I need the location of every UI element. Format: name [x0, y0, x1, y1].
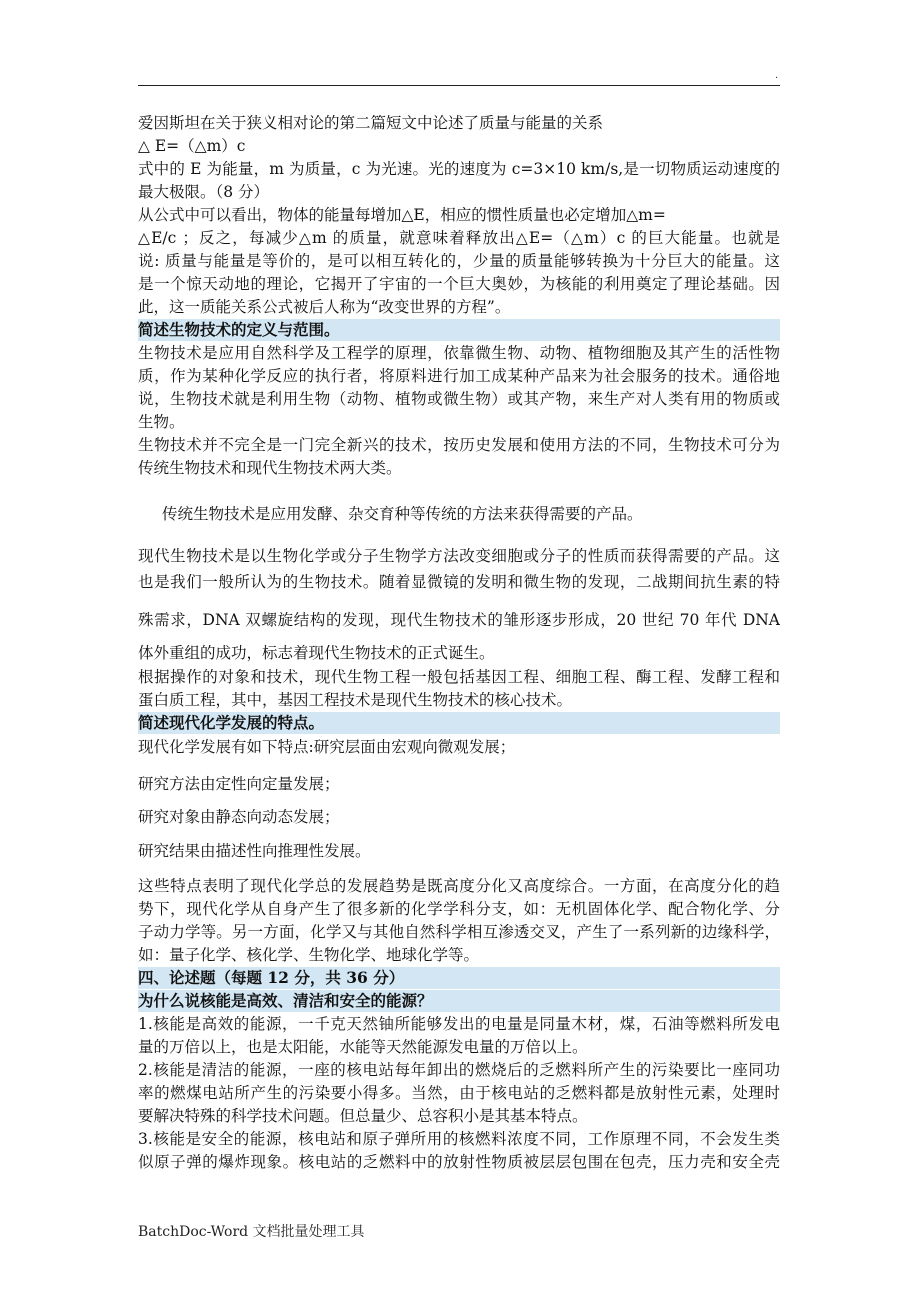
body-line: 爱因斯坦在关于狭义相对论的第二篇短文中论述了质量与能量的关系 — [138, 114, 604, 132]
body-line: 蛋白质工程，其中，基因工程技术是现代生物技术的核心技术。 — [138, 691, 573, 709]
body-line: 最大极限。（8 分） — [138, 183, 270, 201]
body-line: 传统生物技术是应用发酵、杂交育种等传统的方法来获得需要的产品。 — [162, 505, 643, 523]
body-line: 3.核能是安全的能源，核电站和原子弹所用的核燃料浓度不同，工作原理不同，不会发生类 — [138, 1130, 780, 1148]
body-line: 是一个惊天动地的理论，它揭开了宇宙的一个巨大奥妙，为核能的利用奠定了理论基础。因 — [138, 275, 780, 293]
body-line: 如：量子化学、核化学、生物化学、地球化学等。 — [138, 946, 480, 964]
body-line: 1.核能是高效的能源，一千克天然铀所能够发出的电量是同量木材，煤，石油等燃料所发电 — [138, 1015, 780, 1033]
section-heading-chemistry: 简述现代化学发展的特点。 — [138, 712, 780, 734]
body-line: 说: 质量与能量是等价的，是可以相互转化的，少量的质量能够转换为十分巨大的能量。这 — [138, 252, 780, 270]
body-line: 生物。 — [138, 413, 185, 431]
body-line: 率的燃煤电站所产生的污染要小得多。当然，由于核电站的乏燃料都是放射性元素，处理时 — [138, 1084, 780, 1102]
header-rule — [138, 85, 780, 86]
section-heading-essay: 四、论述题（每题 12 分，共 36 分） — [138, 967, 780, 989]
body-line: 生物技术是应用自然科学及工程学的原理，依靠微生物、动物、植物细胞及其产生的活性物 — [138, 344, 780, 362]
body-line: 殊需求，DNA 双螺旋结构的发现，现代生物技术的雏形逐步形成，20 世纪 70 年代 DNA — [138, 611, 780, 629]
formula-line: △ E=（△m）c — [138, 137, 246, 155]
body-line: 质，作为某种化学反应的执行者，将原料进行加工成某种产品来为社会服务的技术。通俗地 — [138, 367, 780, 385]
question-heading-nuclear: 为什么说核能是高效、清洁和安全的能源？ — [138, 990, 780, 1012]
body-line: 似原子弹的爆炸现象。核电站的乏燃料中的放射性物质被层层包围在包壳，压力壳和安全壳 — [138, 1153, 780, 1171]
footer-text: BatchDoc-Word 文档批量处理工具 — [138, 1224, 365, 1240]
header-mark: . — [775, 70, 779, 81]
body-line: 式中的 E 为能量，m 为质量，c 为光速。光的速度为 c=3×10 km/s,是一切物质运动速度的 — [138, 160, 780, 178]
body-line: 说，生物技术就是利用生物（动物、植物或微生物）或其产物，来生产对人类有用的物质或 — [138, 390, 780, 408]
body-line: 从公式中可以看出，物体的能量每增加△E，相应的惯性质量也必定增加△m= — [138, 206, 666, 224]
section-heading-biotech: 简述生物技术的定义与范围。 — [138, 319, 780, 341]
body-line: 研究方法由定性向定量发展； — [138, 775, 340, 793]
body-line: 这些特点表明了现代化学总的发展趋势是既高度分化又高度综合。一方面，在高度分化的趋 — [138, 877, 780, 895]
body-line: 势下，现代化学从自身产生了很多新的化学学科分支，如：无机固体化学、配合物化学、分 — [138, 900, 780, 918]
body-line: 此，这一质能关系公式被后人称为“改变世界的方程”。 — [138, 298, 511, 316]
body-line: 2.核能是清洁的能源，一座的核电站每年卸出的燃烧后的乏燃料所产生的污染要比一座同功 — [138, 1061, 780, 1079]
body-line: 研究结果由描述性向推理性发展。 — [138, 842, 371, 860]
body-line: 子动力学等。另一方面，化学又与其他自然科学相互渗透交叉，产生了一系列新的边缘科学， — [138, 923, 780, 941]
body-line: 现代化学发展有如下特点:研究层面由宏观向微观发展； — [138, 738, 516, 756]
body-line: △E/c ；反之，每减少△m 的质量，就意味着释放出△E=（△m）c 的巨大能量。也就是 — [138, 229, 780, 247]
body-line: 量的万倍以上，也是太阳能，水能等天然能源发电量的万倍以上。 — [138, 1038, 588, 1056]
body-line: 根据操作的对象和技术，现代生物工程一般包括基因工程、细胞工程、酶工程、发酵工程和 — [138, 668, 780, 686]
body-line: 现代生物技术是以生物化学或分子生物学方法改变细胞或分子的性质而获得需要的产品。这 — [138, 547, 780, 565]
body-line: 体外重组的成功，标志着现代生物技术的正式诞生。 — [138, 644, 495, 662]
body-line: 研究对象由静态向动态发展； — [138, 808, 340, 826]
body-line: 也是我们一般所认为的生物技术。随着显微镜的发明和微生物的发现，二战期间抗生素的特 — [138, 573, 780, 591]
body-line: 传统生物技术和现代生物技术两大类。 — [138, 459, 402, 477]
body-line: 要解决特殊的科学技术问题。但总量少、总容积小是其基本特点。 — [138, 1107, 588, 1125]
body-line: 生物技术并不完全是一门完全新兴的技术，按历史发展和使用方法的不同，生物技术可分为 — [138, 436, 780, 454]
